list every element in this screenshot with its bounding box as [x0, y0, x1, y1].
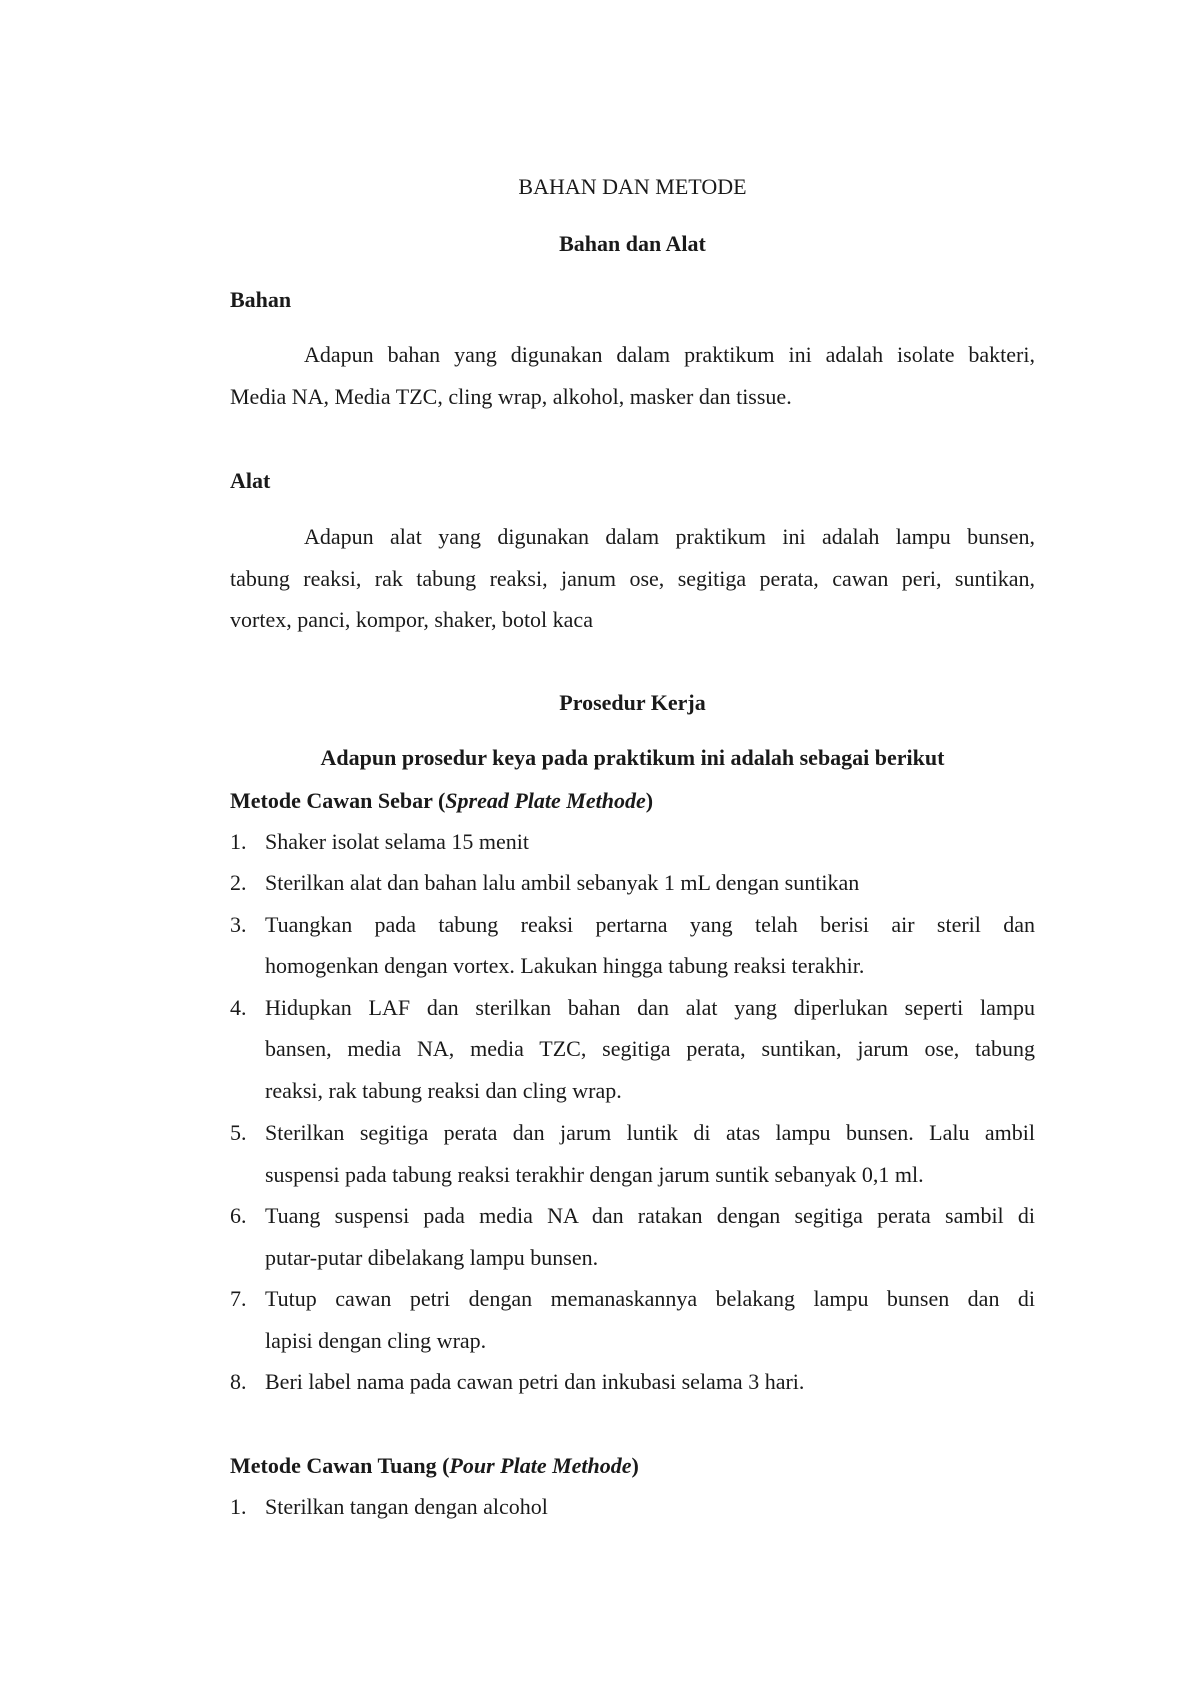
method-title-spread-plate: [230, 790, 653, 812]
method-title-suffix: ): [631, 1453, 639, 1478]
list-number: 7.: [230, 1286, 247, 1311]
list-number: 2.: [230, 870, 247, 895]
list-text-line: Tutup cawan petri dengan memanaskannya belakang lampu bunsen dan di: [265, 1286, 1035, 1311]
method-title-pour-plate: [230, 1455, 639, 1477]
list-number: 1.: [230, 1494, 247, 1519]
section-heading-bahan-dan-alat: Bahan dan Alat: [559, 231, 706, 256]
list-text-line: Beri label nama pada cawan petri dan inkubasi selama 3 hari.: [265, 1369, 805, 1394]
list-text-line: Hidupkan LAF dan sterilkan bahan dan alat yang diperlukan seperti lampu: [265, 995, 1035, 1020]
list-text-line: Sterilkan tangan dengan alcohol: [265, 1494, 548, 1519]
method-title-prefix: Metode Cawan Tuang (: [230, 1453, 450, 1478]
alat-paragraph-line: vortex, panci, kompor, shaker, botol kaca: [230, 607, 593, 632]
method-title-italic: Pour Plate Methode: [449, 1453, 632, 1478]
list-number: 5.: [230, 1120, 247, 1145]
list-number: 4.: [230, 995, 247, 1020]
procedure-intro: Adapun prosedur keya pada praktikum ini adalah sebagai berikut: [320, 745, 945, 770]
list-text-line: suspensi pada tabung reaksi terakhir dengan jarum suntik sebanyak 0,1 ml.: [265, 1162, 924, 1187]
list-text-line: Sterilkan segitiga perata dan jarum luntik di atas lampu bunsen. Lalu ambil: [265, 1120, 1035, 1145]
bahan-paragraph-line: Media NA, Media TZC, cling wrap, alkohol, masker dan tissue.: [230, 384, 792, 409]
list-text-line: Tuangkan pada tabung reaksi pertarna yang telah berisi air steril dan: [265, 912, 1035, 937]
method-title-suffix: ): [645, 788, 654, 813]
method-title-prefix: Metode Cawan Sebar (: [230, 788, 446, 813]
list-number: 8.: [230, 1369, 247, 1394]
list-text-line: bansen, media NA, media TZC, segitiga perata, suntikan, jarum ose, tabung: [265, 1036, 1035, 1061]
list-text-line: reaksi, rak tabung reaksi dan cling wrap.: [265, 1078, 622, 1103]
list-text-line: Shaker isolat selama 15 menit: [265, 829, 529, 854]
list-text-line: putar-putar dibelakang lampu bunsen.: [265, 1245, 599, 1270]
list-number: 1.: [230, 829, 247, 854]
alat-paragraph-line: Adapun alat yang digunakan dalam praktikum ini adalah lampu bunsen,: [304, 524, 1035, 549]
alat-paragraph-line: tabung reaksi, rak tabung reaksi, janum ose, segitiga perata, cawan peri, suntikan,: [230, 566, 1035, 591]
subheading-bahan: Bahan: [230, 287, 292, 312]
list-text-line: homogenkan dengan vortex. Lakukan hingga tabung reaksi terakhir.: [265, 953, 865, 978]
method-title-italic: Spread Plate Methode: [445, 788, 646, 813]
list-number: 3.: [230, 912, 247, 937]
subheading-alat: Alat: [230, 468, 271, 493]
list-text-line: lapisi dengan cling wrap.: [265, 1328, 487, 1353]
section-heading-prosedur-kerja: Prosedur Kerja: [559, 690, 706, 715]
bahan-paragraph-line: Adapun bahan yang digunakan dalam praktikum ini adalah isolate bakteri,: [304, 342, 1035, 367]
document-title: BAHAN DAN METODE: [518, 174, 747, 199]
list-text-line: Sterilkan alat dan bahan lalu ambil sebanyak 1 mL dengan suntikan: [265, 870, 860, 895]
list-number: 6.: [230, 1203, 247, 1228]
list-text-line: Tuang suspensi pada media NA dan ratakan dengan segitiga perata sambil di: [265, 1203, 1035, 1228]
